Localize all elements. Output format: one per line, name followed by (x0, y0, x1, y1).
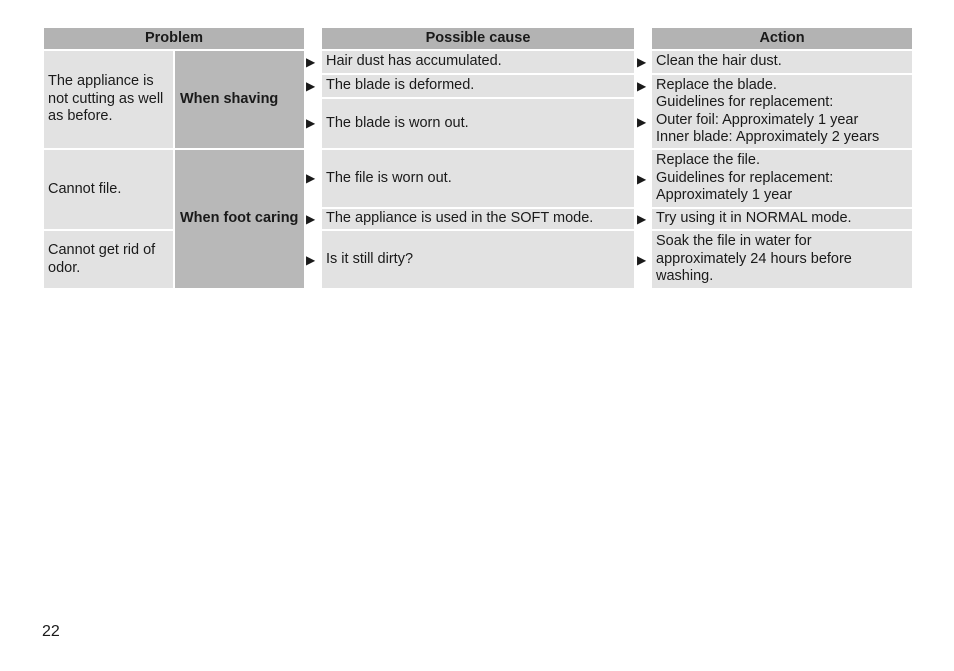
problem-cannot-file: Cannot file. (44, 150, 173, 229)
action-line: Outer foil: Approximately 1 year (656, 111, 859, 128)
context-when-foot-caring: When foot caring (175, 150, 304, 288)
arrow-icon: ▶ (306, 55, 316, 69)
action-replace-file (652, 150, 912, 207)
header-problem: Problem (44, 28, 304, 49)
action-replace-blade (652, 75, 912, 148)
action-line: washing. (656, 268, 714, 285)
arrow-icon: ▶ (637, 253, 647, 267)
arrow-icon: ▶ (306, 212, 316, 226)
action-line: Soak the file in water for (656, 233, 812, 250)
arrow-icon: ▶ (306, 171, 316, 185)
action-normal-mode: Try using it in NORMAL mode. (652, 209, 912, 229)
arrow-icon: ▶ (306, 253, 316, 267)
arrow-icon: ▶ (637, 115, 647, 129)
header-action: Action (652, 28, 912, 49)
action-soak-file (652, 231, 912, 288)
action-line: Guidelines for replacement: (656, 94, 834, 110)
cause-blade-worn: The blade is worn out. (322, 99, 634, 148)
action-line: approximately 24 hours before (656, 250, 852, 267)
page-number: 22 (42, 623, 60, 640)
arrow-icon: ▶ (637, 79, 647, 93)
context-when-shaving: When shaving (175, 51, 304, 148)
arrow-icon: ▶ (306, 116, 316, 130)
action-line: Approximately 1 year (656, 187, 793, 204)
arrow-icon: ▶ (306, 79, 316, 93)
action-line: Guidelines for replacement: (656, 169, 834, 186)
header-possible-cause: Possible cause (322, 28, 634, 49)
cause-file-worn: The file is worn out. (322, 150, 634, 207)
action-line: Replace the file. (656, 152, 760, 169)
problem-not-cutting: The appliance is not cutting as well as before. (44, 51, 173, 148)
cause-hair-dust: Hair dust has accumulated. (322, 51, 634, 73)
arrow-icon: ▶ (637, 172, 647, 186)
cause-still-dirty: Is it still dirty? (322, 231, 634, 288)
problem-odor: Cannot get rid of odor. (44, 231, 173, 288)
action-line: Inner blade: Approximately 2 years (656, 129, 880, 145)
cause-soft-mode: The appliance is used in the SOFT mode. (322, 209, 634, 229)
action-clean-hair-dust: Clean the hair dust. (652, 51, 912, 73)
action-line: Replace the blade. (656, 76, 777, 93)
arrow-icon: ▶ (637, 55, 647, 69)
cause-blade-deformed: The blade is deformed. (322, 75, 634, 97)
arrow-icon: ▶ (637, 212, 647, 226)
